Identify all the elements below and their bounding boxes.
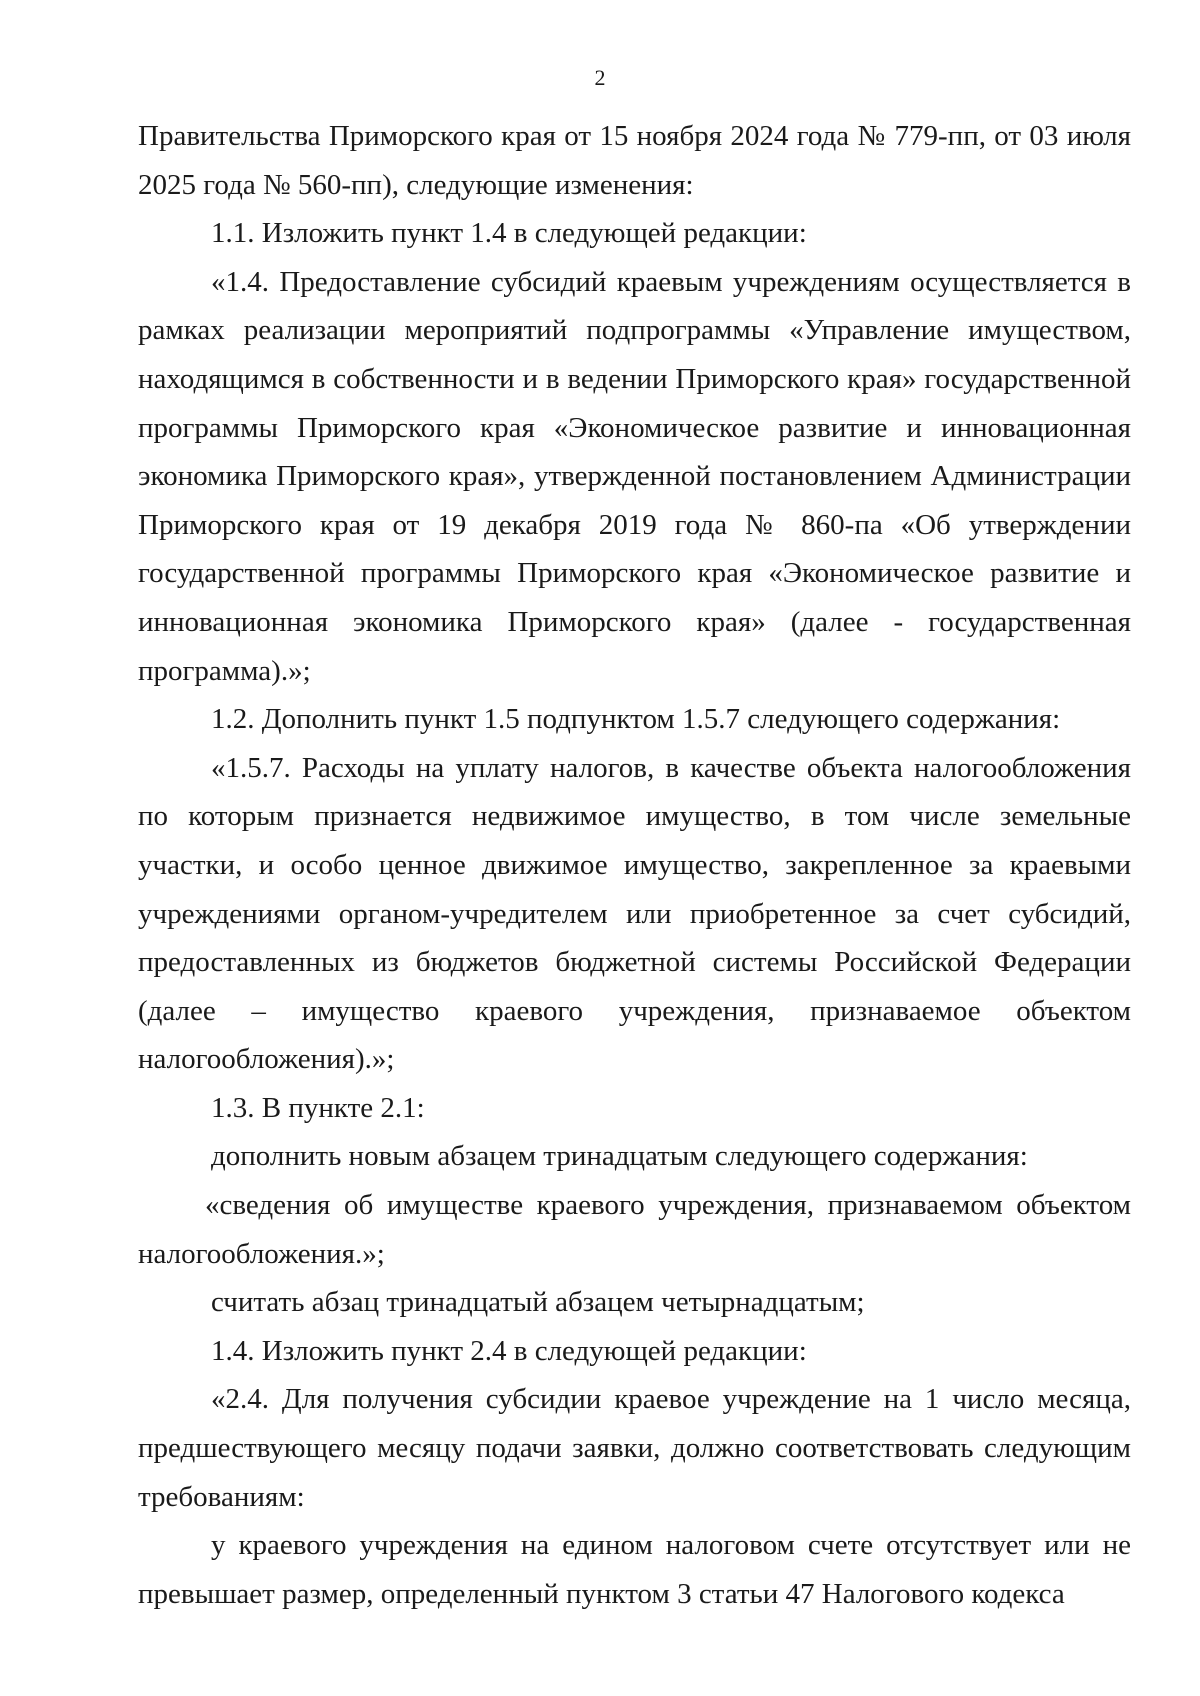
page-number: 2: [594, 65, 606, 90]
paragraph-continuation: Правительства Приморского края от 15 ноября 2024 года № 779-пп, от 03 июля 2025 года № 560-пп), следующие изменения:: [138, 120, 1131, 201]
paragraph-renumber: считать абзац тринадцатый абзацем четырнадцатым;: [211, 1286, 865, 1319]
paragraph-item-1-3: 1.3. В пункте 2.1:: [211, 1091, 425, 1124]
paragraph-quote-1-4: «1.4. Предоставление субсидий краевым учреждениям осуществляется в рамках реализации мероприятий подпрограммы «Управление имуществом, находящимся в собственности и в ведении Приморского края» государственной программы Приморского края «Экономическое развитие и инновационная экономика Приморского края», утвержденной постановлением Администрации Приморского края от 19 декабря 2019 года № 860-па «Об утверждении государственной программы Приморского края «Экономическое развитие и инновационная экономика Приморского края» (далее - государственная программа).»;: [138, 265, 1131, 687]
paragraph-add-abzac: дополнить новым абзацем тринадцатым следующего содержания:: [211, 1140, 1028, 1173]
paragraph-item-1-4: 1.4. Изложить пункт 2.4 в следующей редакции:: [211, 1334, 807, 1367]
paragraph-quote-1-5-7: «1.5.7. Расходы на уплату налогов, в качестве объекта налогообложения по которым признается недвижимое имущество, в том числе земельные участки, и особо ценное движимое имущество, закрепленное за краевыми учреждениями органом-учредителем или приобретенное за счет субсидий, предоставленных из бюджетов бюджетной системы Российской Федерации (далее – имущество краевого учреждения, признаваемое объектом налогообложения).»;: [138, 751, 1131, 1076]
paragraph-item-1-1: 1.1. Изложить пункт 1.4 в следующей редакции:: [211, 217, 807, 250]
paragraph-requirement: у краевого учреждения на едином налоговом счете отсутствует или не превышает размер, определенный пунктом 3 статьи 47 Налогового кодекса: [138, 1529, 1131, 1610]
paragraph-quote-2-4: «2.4. Для получения субсидии краевое учреждение на 1 число месяца, предшествующего месяцу подачи заявки, должно соответствовать следующим требованиям:: [138, 1383, 1131, 1513]
paragraph-quote-svedeniya: «сведения об имуществе краевого учреждения, признаваемом объектом налогообложения.»;: [138, 1189, 1131, 1270]
paragraph-item-1-2: 1.2. Дополнить пункт 1.5 подпунктом 1.5.7 следующего содержания:: [211, 703, 1061, 736]
document-body: [138, 112, 1131, 1618]
